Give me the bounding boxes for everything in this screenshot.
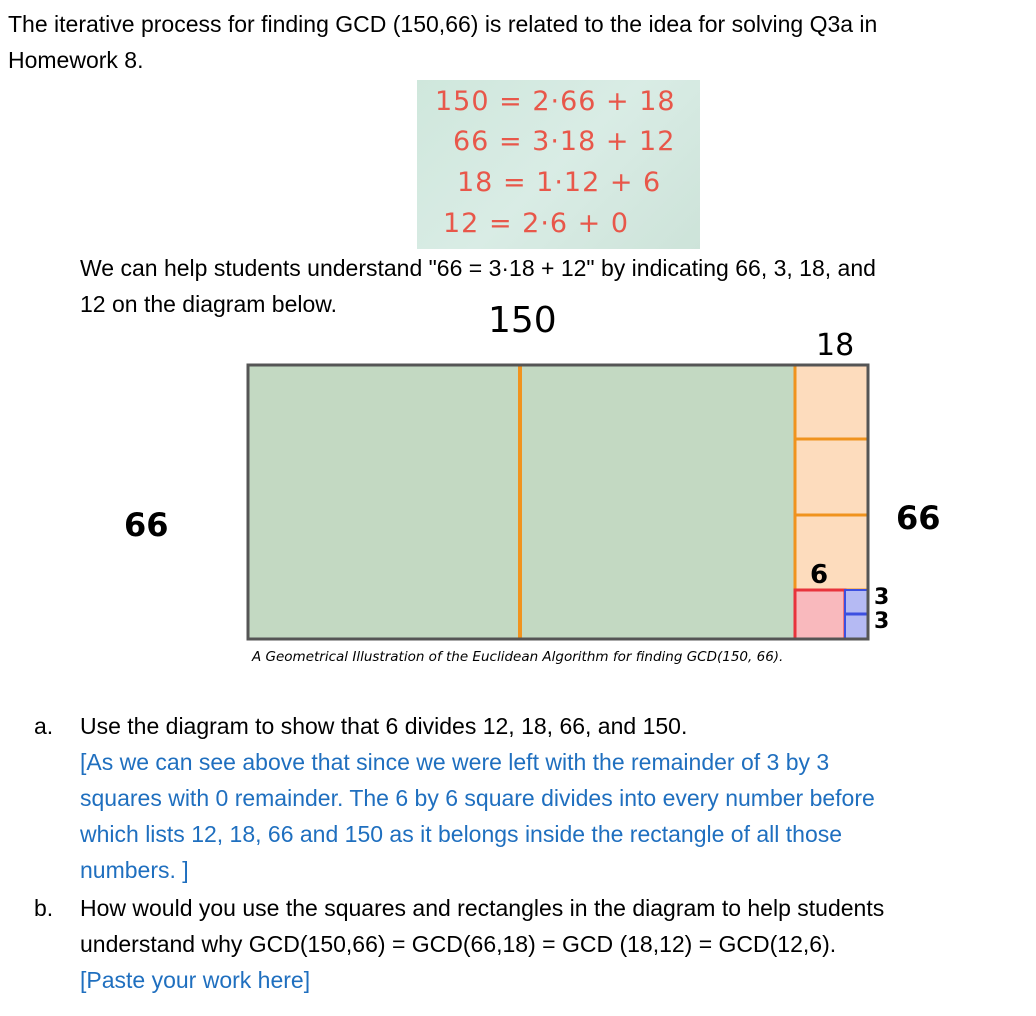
red-square: [795, 590, 845, 639]
intro-line-2: Homework 8.: [8, 47, 144, 73]
question-a-marker: a.: [34, 713, 54, 739]
large-square-2: [522, 365, 795, 639]
label-66-right: 66: [896, 499, 941, 537]
answer-a-line-1[interactable]: [As we can see above that since we were left with the remainder of 3 by 3: [80, 749, 830, 775]
answer-a-line-3[interactable]: which lists 12, 18, 66 and 150 as it belongs inside the rectangle of all those: [80, 821, 843, 847]
large-square-1: [248, 365, 522, 639]
label-3-lower: 3: [874, 609, 890, 634]
question-b-marker: b.: [34, 895, 54, 921]
label-3-upper: 3: [874, 585, 890, 610]
intro-line-1: The iterative process for finding GCD (150,66) is related to the idea for solving Q3a in: [8, 11, 878, 37]
explain-line-1: We can help students understand "66 = 3·18 + 12" by indicating 66, 3, 18, and: [80, 255, 876, 281]
label-18: 18: [816, 328, 855, 363]
equation-4: 12 = 2·6 + 0: [443, 208, 630, 239]
question-a-text: Use the diagram to show that 6 divides 12, 18, 66, and 150.: [80, 713, 688, 739]
equation-2: 66 = 3·18 + 12: [453, 126, 676, 157]
question-b-text-2: understand why GCD(150,66) = GCD(66,18) = GCD (18,12) = GCD(12,6).: [80, 931, 837, 957]
explain-line-2: 12 on the diagram below.: [80, 291, 338, 317]
label-66-left: 66: [124, 506, 169, 544]
label-150: 150: [488, 300, 557, 341]
equation-1: 150 = 2·66 + 18: [435, 86, 676, 117]
question-b-text-1: How would you use the squares and rectangles in the diagram to help students: [80, 895, 885, 921]
answer-a-line-4[interactable]: numbers. ]: [80, 857, 189, 883]
equation-3: 18 = 1·12 + 6: [457, 167, 662, 198]
answer-a-line-2[interactable]: squares with 0 remainder. The 6 by 6 square divides into every number before: [80, 785, 875, 811]
answer-b-placeholder[interactable]: [Paste your work here]: [80, 967, 311, 993]
label-6: 6: [810, 560, 829, 590]
diagram-caption: A Geometrical Illustration of the Euclidean Algorithm for finding GCD(150, 66).: [252, 649, 784, 665]
orange-strip: [795, 365, 868, 590]
